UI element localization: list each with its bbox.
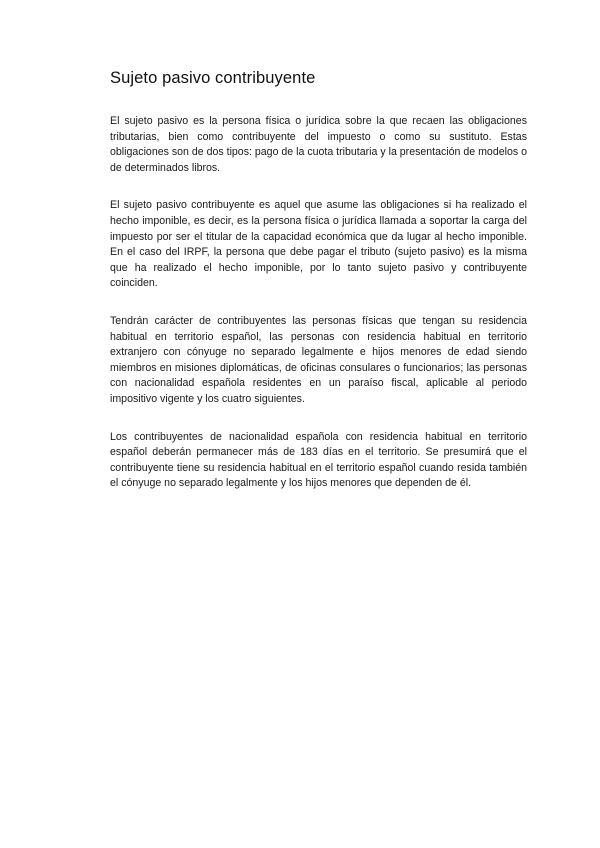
document-body [110, 114, 527, 514]
page-title: Sujeto pasivo contribuyente [110, 69, 316, 87]
paragraph-residencia: Los contribuyentes de nacionalidad española con residencia habitual en territorio español deberán permanecer más de 183 días en el territorio. Se presumirá que el contribuyente tiene su residencia habitual en el territorio español cuando resida también el cónyuge no separado legalmente y los hijos menores que dependen de él. [110, 430, 527, 490]
paragraph-caracter-contribuyentes: Tendrán carácter de contribuyentes las personas físicas que tengan su residencia habitual en territorio español, las personas con residencia habitual en territorio extranjero con cónyuge no separado legalmente e hijos menores de edad siendo miembros en misiones diplomáticas, de oficinas consulares o funcionarios; las personas con nacionalidad española residentes en un paraíso fiscal, aplicable al periodo impositivo vigente y los cuatro siguientes. [110, 314, 527, 405]
paragraph-contribuyente: El sujeto pasivo contribuyente es aquel que asume las obligaciones si ha realizado el hecho imponible, es decir, es la persona física o jurídica llamada a soportar la carga del impuesto por ser el titular de la capacidad económica que da lugar al hecho imponible. En el caso del IRPF, la persona que debe pagar el tributo (sujeto pasivo) es la misma que ha realizado el hecho imponible, por lo tanto sujeto pasivo y contribuyente coinciden. [110, 199, 527, 290]
paragraph-definition: El sujeto pasivo es la persona física o jurídica sobre la que recaen las obligaciones tributarias, bien como contribuyente del impuesto o como su sustituto. Estas obligaciones son de dos tipos: pago de la cuota tributaria y la presentación de modelos o de determinados libros. [110, 115, 527, 174]
